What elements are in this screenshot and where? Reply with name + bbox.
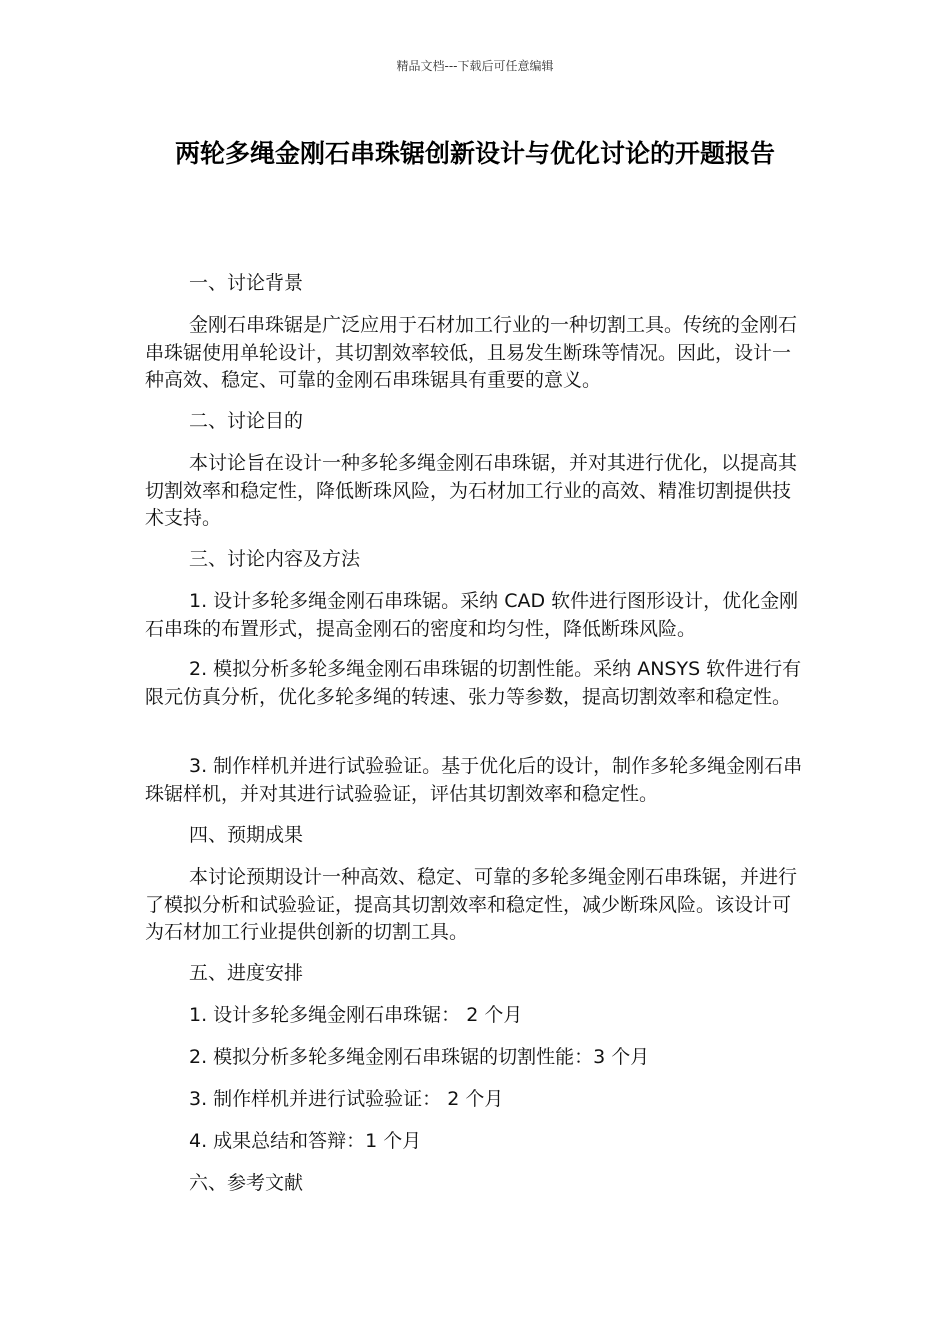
schedule-item-1: 1. 设计多轮多绳金刚石串珠锯： 2 个月	[189, 1004, 523, 1026]
paragraph-expected-results: 本讨论预期设计一种高效、稳定、可靠的多轮多绳金刚石串珠锯，并进行了模拟分析和试验验证，提高其切割效率和稳定性，减少断珠风险。该设计可为石材加工行业提供创新的切割工具。	[145, 866, 798, 943]
list-item-simulation: 2. 模拟分析多轮多绳金刚石串珠锯的切割性能。采纳 ANSYS 软件进行有限元仿真分析，优化多轮多绳的转速、张力等参数，提高切割效率和稳定性。	[145, 658, 802, 708]
section-heading-expected-results: 四、预期成果	[189, 824, 304, 846]
section-heading-schedule: 五、进度安排	[189, 962, 304, 984]
list-item-prototype: 3. 制作样机并进行试验验证。基于优化后的设计，制作多轮多绳金刚石串珠锯样机，并对其进行试验验证，评估其切割效率和稳定性。	[145, 755, 803, 805]
section-heading-references: 六、参考文献	[189, 1172, 304, 1194]
schedule-item-4: 4. 成果总结和答辩：1 个月	[189, 1130, 422, 1152]
list-item-design: 1. 设计多轮多绳金刚石串珠锯。采纳 CAD 软件进行图形设计，优化金刚石串珠的布置形式，提高金刚石的密度和均匀性，降低断珠风险。	[145, 590, 799, 640]
paragraph-purpose: 本讨论旨在设计一种多轮多绳金刚石串珠锯，并对其进行优化，以提高其切割效率和稳定性，降低断珠风险，为石材加工行业的高效、精准切割提供技术支持。	[145, 452, 798, 529]
paragraph-background: 金刚石串珠锯是广泛应用于石材加工行业的一种切割工具。传统的金刚石串珠锯使用单轮设计，其切割效率较低，且易发生断珠等情况。因此，设计一种高效、稳定、可靠的金刚石串珠锯具有重要的意义。	[145, 314, 798, 391]
schedule-item-3: 3. 制作样机并进行试验验证： 2 个月	[189, 1088, 504, 1110]
section-heading-background: 一、讨论背景	[189, 272, 304, 294]
section-heading-content-methods: 三、讨论内容及方法	[189, 548, 361, 570]
schedule-item-2: 2. 模拟分析多轮多绳金刚石串珠锯的切割性能：3 个月	[189, 1046, 650, 1068]
section-heading-purpose: 二、讨论目的	[189, 410, 304, 432]
page-header: 精品文档---下载后可任意编辑	[396, 59, 554, 73]
document-title: 两轮多绳金刚石串珠锯创新设计与优化讨论的开题报告	[174, 139, 775, 168]
